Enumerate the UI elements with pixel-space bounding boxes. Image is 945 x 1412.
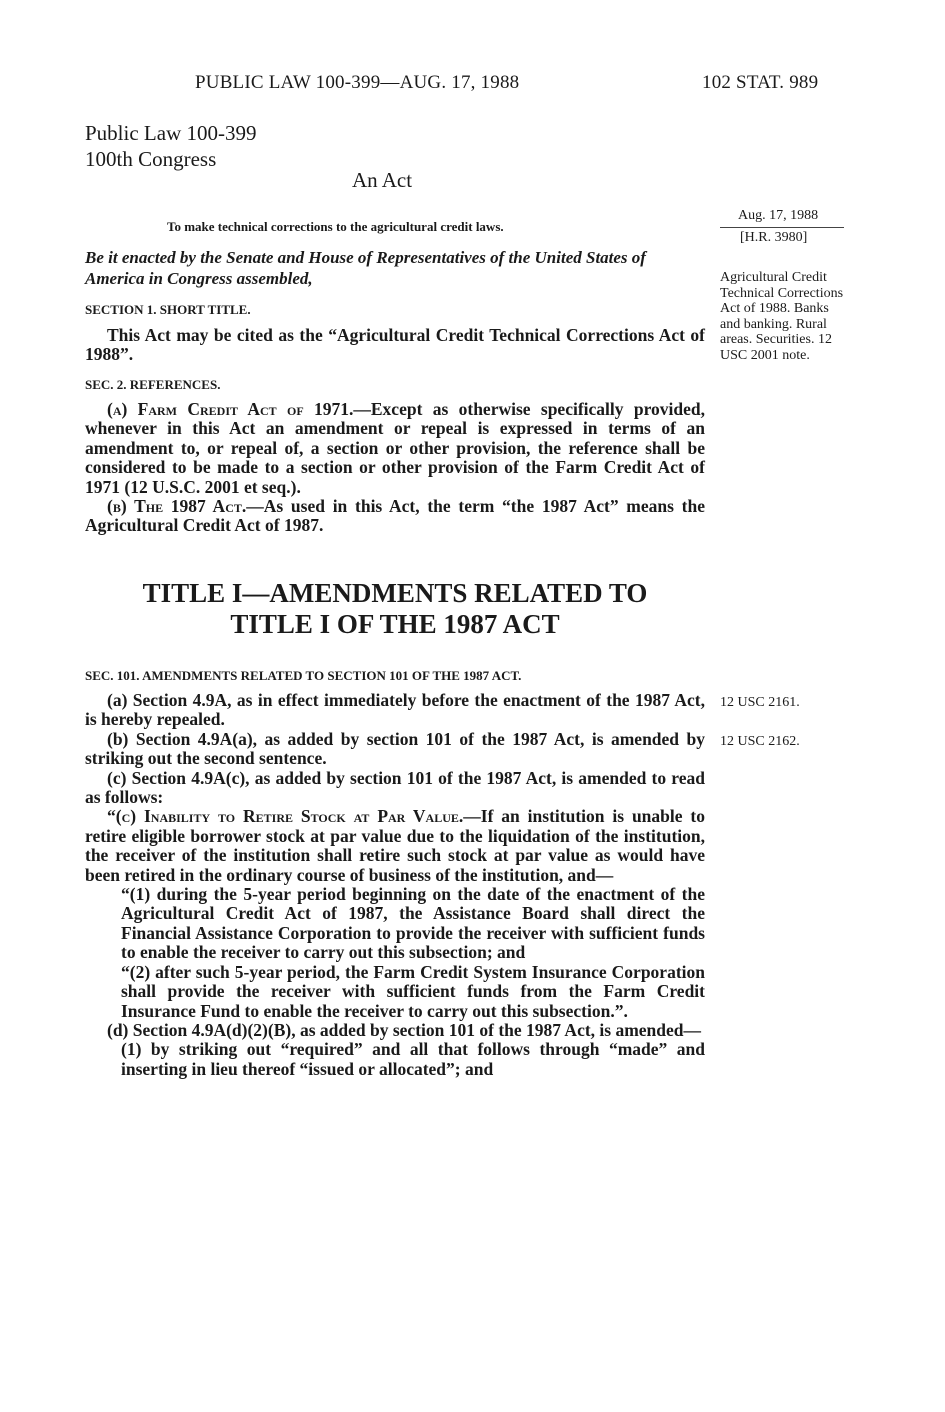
margin-date: Aug. 17, 1988 [738, 208, 819, 223]
purpose-statement: To make technical corrections to the agricultural credit laws. [167, 219, 504, 234]
section-2-b [85, 497, 705, 536]
margin-note-b: 12 USC 2162. [720, 734, 800, 749]
section-2-a [85, 400, 705, 497]
section-101-b: (b) Section 4.9A(a), as added by section 101 of the 1987 Act, is amended by striking out the second sentence. [85, 728, 705, 769]
section-101-heading: SEC. 101. AMENDMENTS RELATED TO SECTION 101 OF THE 1987 ACT. [85, 668, 522, 683]
section-101-d: (d) Section 4.9A(d)(2)(B), as added by section 101 of the 1987 Act, is amended— [107, 1019, 702, 1040]
section-1-heading: SECTION 1. SHORT TITLE. [85, 302, 251, 317]
act-heading: An Act [352, 168, 413, 192]
section-1-paragraph: This Act may be cited as the “Agricultural Credit Technical Corrections Act of 1988”. [85, 325, 705, 365]
congress: 100th Congress [85, 147, 217, 171]
section-101-body [85, 691, 705, 1079]
section-2-b-text: —As used in this Act, the term “the 1987 Act” means the Agricultural Credit Act of 1987. [85, 496, 705, 536]
section-2-a-label: (a) Farm Credit Act of 1971. [107, 399, 354, 419]
margin-topics: Agricultural Credit Technical Corrections Act of 1988. Banks and banking. Rural areas. Securities. 12 USC 2001 note. [720, 270, 844, 363]
section-101-c: (c) Section 4.9A(c), as added by section 101 of the 1987 Act, is amended to read as follows: [85, 767, 705, 808]
enacting-clause: Be it enacted by the Senate and House of Representatives of the United States of America in Congress assembled, [85, 248, 646, 288]
running-header: PUBLIC LAW 100-399—AUG. 17, 1988 [195, 72, 520, 93]
section-101-d-paragraphs [121, 1040, 705, 1079]
section-2-heading: SEC. 2. REFERENCES. [85, 377, 221, 392]
section-101-c-1: “(1) during the 5-year period beginning on the date of the enactment of the Agricultural Credit Act of 1987, the Assistance Board shall direct the Financial Assistance Corporation to provide the receiver with sufficient funds to enable the receiver to carry out this subsection; and [121, 884, 705, 963]
section-101-a: (a) Section 4.9A, as in effect immediately before the enactment of the 1987 Act, is hereby repealed. [85, 690, 705, 730]
margin-rule [720, 227, 844, 228]
title-1-line-1: TITLE I—AMENDMENTS RELATED TO [142, 578, 648, 608]
section-101-c-quote [85, 807, 705, 885]
section-101-c-quote-text: —If an institution is unable to retire eligible borrower stock at par value due to the liquidation of the institution, the receiver of the institution shall retire such stock at par value as would have been retired in the ordinary course of business of the institution, and— [85, 806, 705, 885]
section-101-d-1: (1) by striking out “required” and all that follows through “made” and inserting in lieu thereof “issued or allocated”; and [121, 1039, 705, 1079]
title-1-heading [85, 578, 705, 640]
stat-page-number: 102 STAT. 989 [702, 72, 819, 93]
section-2-b-label: (b) The 1987 Act. [107, 496, 247, 517]
section-2-body [85, 400, 705, 536]
section-2-a-text: —Except as otherwise specifically provided, whenever in this Act an amendment or repeal is expressed in terms of an amendment to, or repeal of, a section or other provision, the reference shall be considered to be made to a section or other provision of the Farm Credit Act of 1971 (12 U.S.C. 2001 et seq.). [85, 399, 705, 497]
section-101-c-2: “(2) after such 5-year period, the Farm Credit System Insurance Corporation shall provide the receiver with sufficient funds from the Farm Credit Insurance Fund to enable the receiver to carry out this subsection.”. [121, 961, 705, 1021]
title-1-line-2: TITLE I OF THE 1987 ACT [230, 609, 560, 639]
public-law-number: Public Law 100-399 [85, 121, 257, 145]
margin-bill: [H.R. 3980] [740, 230, 808, 245]
section-1-text [85, 326, 705, 365]
margin-note-a: 12 USC 2161. [720, 695, 800, 710]
section-101-c-paragraphs [121, 885, 705, 1021]
section-101-c-quote-label: “(c) Inability to Retire Stock at Par Value. [107, 806, 464, 827]
